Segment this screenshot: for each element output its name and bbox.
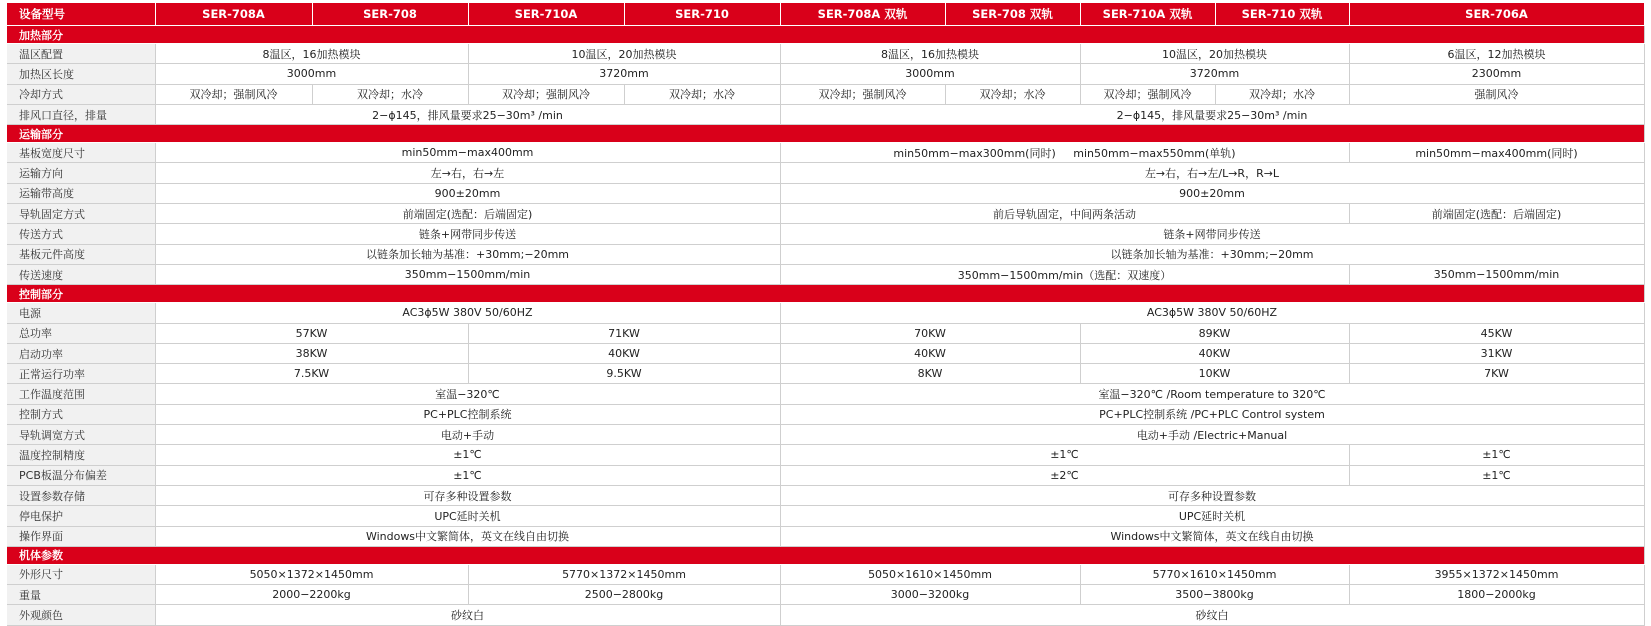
cell: 以链条加长轴为基准：+30mm;−20mm [155,244,780,264]
cell: 8KW [780,364,1080,384]
cell: 8温区，16加热模块 [155,44,468,64]
cell: 350mm−1500mm/min [155,264,780,284]
cell: 强制风冷 [1349,84,1644,104]
cell: min50mm−max400mm(同时) [1349,143,1644,163]
cell: 6温区，12加热模块 [1349,44,1644,64]
cell: 2−ϕ145，排风量要求25−30m³ /min [780,104,1644,124]
model-ser-708a: SER-708A [155,3,312,26]
cell: PC+PLC控制系统 /PC+PLC Control system [780,404,1644,424]
row-pcb-deviation [7,465,1644,485]
model-ser-708: SER-708 [312,3,468,26]
cell: ±1℃ [155,445,780,465]
row-label: 运输带高度 [7,183,155,203]
section-title: 加热部分 [7,26,1644,44]
row-label: 基板宽度尺寸 [7,143,155,163]
cell: Windows中文繁简体，英文在线自由切换 [780,526,1644,546]
cell: 2−ϕ145，排风量要求25−30m³ /min [155,104,780,124]
row-label: 重量 [7,585,155,605]
cell: PC+PLC控制系统 [155,404,780,424]
cell: 3000−3200kg [780,585,1080,605]
row-weight [7,585,1644,605]
cell: ±1℃ [1349,445,1644,465]
row-power-protection [7,506,1644,526]
cell: 8温区，16加热模块 [780,44,1080,64]
row-speed [7,264,1644,284]
cell: min50mm−max400mm [155,143,780,163]
cell: 3720mm [468,64,780,84]
row-direction [7,163,1644,183]
row-power-supply [7,303,1644,323]
cell: 双冷却；强制风冷 [468,84,624,104]
row-label: 正常运行功率 [7,364,155,384]
cell: 双冷却；强制风冷 [155,84,312,104]
row-cooling [7,84,1644,104]
row-label: 外形尺寸 [7,564,155,584]
row-board-width [7,143,1644,163]
section-title: 运输部分 [7,125,1644,143]
cell: AC3ϕ5W 380V 50/60HZ [780,303,1644,323]
cell: 7.5KW [155,364,468,384]
cell: 5770×1372×1450mm [468,564,780,584]
cell: min50mm−max300mm(同时) min50mm−max550mm(单轨) [780,143,1349,163]
row-startup-power [7,343,1644,363]
model-ser-708-dual: SER-708 双轨 [945,3,1080,26]
cell: 70KW [780,323,1080,343]
cell: 3720mm [1080,64,1349,84]
cell: 室温−320℃ [155,384,780,404]
cell: 室温−320℃ /Room temperature to 320℃ [780,384,1644,404]
row-dimensions [7,564,1644,584]
row-label: 导轨固定方式 [7,204,155,224]
cell: 350mm−1500mm/min（选配：双速度） [780,264,1349,284]
cell: AC3ϕ5W 380V 50/60HZ [155,303,780,323]
cell: 电动+手动 /Electric+Manual [780,425,1644,445]
cell: 砂纹白 [155,605,780,625]
cell: 57KW [155,323,468,343]
section-title: 控制部分 [7,285,1644,303]
row-label: 加热区长度 [7,64,155,84]
cell: 38KW [155,343,468,363]
cell: 1800−2000kg [1349,585,1644,605]
cell: 2300mm [1349,64,1644,84]
model-ser-710-dual: SER-710 双轨 [1215,3,1349,26]
row-label: 停电保护 [7,506,155,526]
cell: UPC延时关机 [780,506,1644,526]
model-ser-710a: SER-710A [468,3,624,26]
row-label: 控制方式 [7,404,155,424]
cell: 900±20mm [155,183,780,203]
cell: 砂纹白 [780,605,1644,625]
cell: 可存多种设置参数 [155,485,780,505]
section-title: 机体参数 [7,546,1644,564]
row-temp-range [7,384,1644,404]
cell: 40KW [780,343,1080,363]
cell: ±1℃ [780,445,1349,465]
cell: 40KW [468,343,780,363]
section-control [7,285,1644,303]
cell: 5770×1610×1450mm [1080,564,1349,584]
row-label: 导轨调宽方式 [7,425,155,445]
row-belt-height [7,183,1644,203]
cell: 双冷却；水冷 [945,84,1080,104]
cell: 10温区，20加热模块 [468,44,780,64]
row-label: 启动功率 [7,343,155,363]
cell: 9.5KW [468,364,780,384]
cell: 前端固定(选配：后端固定) [155,204,780,224]
row-label: 设置参数存储 [7,485,155,505]
row-label: 排风口直径，排量 [7,104,155,124]
model-ser-710a-dual: SER-710A 双轨 [1080,3,1215,26]
cell: 5050×1372×1450mm [155,564,468,584]
row-zone-config [7,44,1644,64]
cell: 2500−2800kg [468,585,780,605]
row-running-power [7,364,1644,384]
cell: ±2℃ [780,465,1349,485]
row-label: 温度控制精度 [7,445,155,465]
row-label: 传送速度 [7,264,155,284]
model-ser-708a-dual: SER-708A 双轨 [780,3,945,26]
row-color [7,605,1644,625]
cell: 以链条加长轴为基准：+30mm;−20mm [780,244,1644,264]
cell: 7KW [1349,364,1644,384]
row-label: 操作界面 [7,526,155,546]
section-transport [7,125,1644,143]
cell: ±1℃ [155,465,780,485]
cell: 71KW [468,323,780,343]
row-interface [7,526,1644,546]
header-row [7,3,1644,26]
row-label: 总功率 [7,323,155,343]
row-label: 工作温度范围 [7,384,155,404]
cell: 链条+网带同步传送 [780,224,1644,244]
cell: 前端固定(选配：后端固定) [1349,204,1644,224]
model-ser-710: SER-710 [624,3,780,26]
cell: 900±20mm [780,183,1644,203]
cell: 5050×1610×1450mm [780,564,1080,584]
cell: 45KW [1349,323,1644,343]
cell: 双冷却；水冷 [624,84,780,104]
cell: 89KW [1080,323,1349,343]
section-heating [7,26,1644,44]
cell: 40KW [1080,343,1349,363]
cell: 3000mm [155,64,468,84]
row-label: 基板元件高度 [7,244,155,264]
cell: 链条+网带同步传送 [155,224,780,244]
row-rail-adjust [7,425,1644,445]
row-label: PCB板温分布偏差 [7,465,155,485]
row-label: 外观颜色 [7,605,155,625]
row-param-storage [7,485,1644,505]
cell: 双冷却；水冷 [312,84,468,104]
spec-table [7,3,1645,626]
cell: 10温区，20加热模块 [1080,44,1349,64]
cell: 350mm−1500mm/min [1349,264,1644,284]
row-temp-accuracy [7,445,1644,465]
header-label: 设备型号 [7,3,155,26]
row-rail-fix [7,204,1644,224]
cell: 电动+手动 [155,425,780,445]
cell: Windows中文繁简体，英文在线自由切换 [155,526,780,546]
row-control-method [7,404,1644,424]
cell: 左→右，右→左/L→R，R→L [780,163,1644,183]
row-exhaust [7,104,1644,124]
cell: 31KW [1349,343,1644,363]
cell: 可存多种设置参数 [780,485,1644,505]
cell: ±1℃ [1349,465,1644,485]
row-label: 冷却方式 [7,84,155,104]
cell: 左→右，右→左 [155,163,780,183]
row-heat-length [7,64,1644,84]
model-ser-706a: SER-706A [1349,3,1644,26]
cell: 3000mm [780,64,1080,84]
row-conveyor [7,224,1644,244]
row-label: 传送方式 [7,224,155,244]
section-machine [7,546,1644,564]
cell: 3955×1372×1450mm [1349,564,1644,584]
row-total-power [7,323,1644,343]
cell: 2000−2200kg [155,585,468,605]
cell: 双冷却；强制风冷 [780,84,945,104]
row-label: 电源 [7,303,155,323]
cell: UPC延时关机 [155,506,780,526]
cell: 双冷却；强制风冷 [1080,84,1215,104]
row-label: 运输方向 [7,163,155,183]
row-label: 温区配置 [7,44,155,64]
cell: 10KW [1080,364,1349,384]
row-component-height [7,244,1644,264]
cell: 前后导轨固定，中间两条活动 [780,204,1349,224]
cell: 3500−3800kg [1080,585,1349,605]
cell: 双冷却；水冷 [1215,84,1349,104]
